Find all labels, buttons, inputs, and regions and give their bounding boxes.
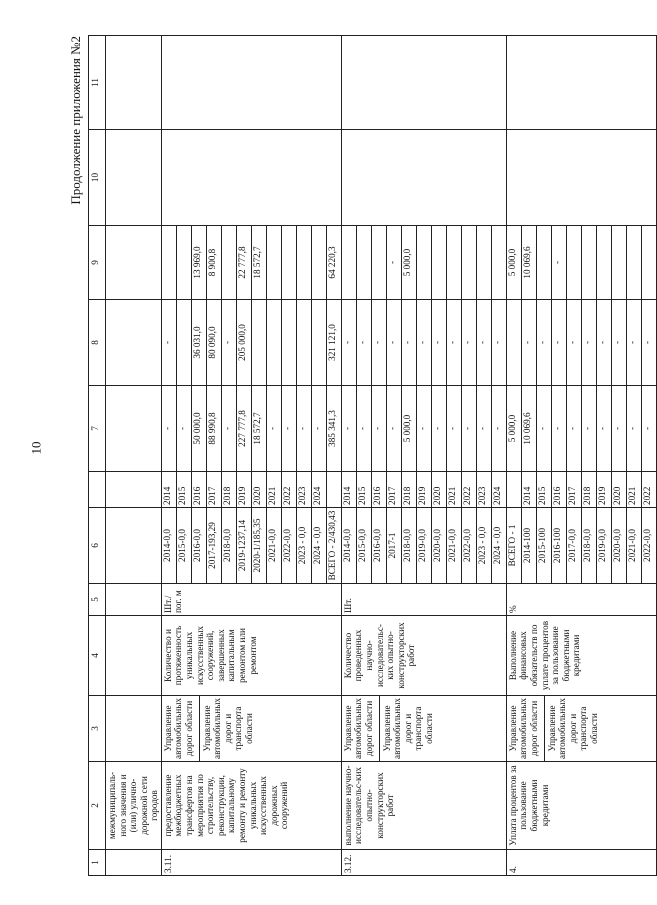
- header-cell: 5: [89, 584, 106, 616]
- col-11: [161, 36, 341, 130]
- col-9-value: [342, 226, 357, 299]
- table-row: [341, 36, 506, 876]
- header-cell: 8: [89, 300, 106, 386]
- indicator-values-value: 2020-0,0: [611, 508, 626, 583]
- year-value: 2020: [251, 472, 266, 507]
- col-8-value: -: [386, 300, 401, 385]
- row-name: предоставление межбюджетных трансфертов на мероприятия по строительству, реконструкции, капитальному ремонту и ремонту уникальных искусственных дорожных сооружений: [161, 762, 341, 850]
- col-8-value: -: [566, 300, 581, 385]
- header-cell: 10: [89, 130, 106, 226]
- year-value: 2023: [476, 472, 491, 507]
- col-9-value: [491, 226, 506, 299]
- col-7-value: -: [416, 386, 431, 471]
- col-8-value: -: [581, 300, 596, 385]
- indicator-values: [506, 508, 656, 584]
- executor-cell: [161, 696, 341, 762]
- executor-secondary: Управление автомобильных дорог и транспорта области: [381, 698, 434, 759]
- col-7-value: -: [611, 386, 626, 471]
- col-9-value: 22 777,8: [236, 226, 251, 299]
- indicator-values-value: 2015-0,0: [356, 508, 371, 583]
- col-7: [341, 386, 506, 472]
- executor-secondary: Управление автомобильных дорог и транспорта области: [546, 698, 599, 759]
- col-7-value: 50 000,0: [191, 386, 206, 471]
- col-8-value: [251, 300, 266, 385]
- header-cell: 7: [89, 386, 106, 472]
- indicator-values-value: 2022-0,0: [641, 529, 652, 562]
- col-7-value: -: [551, 386, 566, 471]
- year-value: 2018: [581, 472, 596, 507]
- col-7-value: 5 000,0: [507, 386, 522, 471]
- col-9-value: [311, 226, 326, 299]
- col-8-value: [311, 300, 326, 385]
- indicator-values-value: 2019-0,0: [416, 508, 431, 583]
- col-9-value: [176, 226, 191, 299]
- unit: Шт./ пог. м: [161, 584, 341, 616]
- indicator-values-value: 2023 - 0,0: [476, 508, 491, 583]
- col-9: [341, 226, 506, 300]
- executor-cell: [341, 696, 506, 762]
- col-8-value: -: [641, 340, 652, 345]
- col-9-value: [581, 226, 596, 299]
- col-8-value: -: [626, 300, 641, 385]
- year-value: 2018: [221, 472, 236, 507]
- col-8-value: -: [342, 300, 357, 385]
- indicator-values-value: ВСЕГО - 2/430,43: [326, 510, 337, 581]
- year-value: 2020: [431, 472, 446, 507]
- col-10: [341, 130, 506, 226]
- col-11: [506, 36, 656, 130]
- year: [341, 472, 506, 508]
- indicator-values-value: 2020-0,0: [431, 508, 446, 583]
- col-8-value: -: [551, 300, 566, 385]
- indicator-values-value: 2017-193,29: [206, 508, 221, 583]
- indicator-values: [161, 508, 341, 584]
- header-cell: 9: [89, 226, 106, 300]
- indicator-values-value: 2018-0,0: [401, 508, 416, 583]
- col-7-value: -: [266, 386, 281, 471]
- indicator-values-value: 2016-0,0: [191, 508, 206, 583]
- indicator: Количество проведенных научно-исследовательс-ких опытно-конструкторских работ: [341, 616, 506, 696]
- indicator-values-value: 2019-1237,14: [236, 508, 251, 583]
- unit: Шт.: [341, 584, 506, 616]
- col-8-value: -: [491, 340, 502, 345]
- header-row: [89, 36, 106, 876]
- col-7-value: -: [566, 386, 581, 471]
- col-8-value: 205 000,0: [236, 300, 251, 385]
- page-number: 10: [28, 441, 44, 455]
- col-7-value: 10 069,6: [521, 386, 536, 471]
- col-9-value: 5 000,0: [507, 226, 522, 299]
- col-7: [506, 386, 656, 472]
- col-9-value: [446, 226, 461, 299]
- col-9-value: [626, 226, 641, 299]
- col-9-value: [461, 226, 476, 299]
- indicator-values: [341, 508, 506, 584]
- table-row: [106, 36, 162, 876]
- col-8-value: [176, 300, 191, 385]
- col-9-value: [281, 226, 296, 299]
- col-8: [161, 300, 341, 386]
- col-9-value: [266, 226, 281, 299]
- col-7-value: -: [296, 386, 311, 471]
- indicator-values-value: 2014-0,0: [162, 508, 177, 583]
- col-9-value: 13 969,0: [191, 226, 206, 299]
- col-7-value: -: [581, 386, 596, 471]
- col-7-value: -: [342, 386, 357, 471]
- col-8-value: -: [401, 300, 416, 385]
- col-9-value: [611, 226, 626, 299]
- col-9-value: 10 069,6: [521, 226, 536, 299]
- col-7-value: -: [386, 386, 401, 471]
- header-cell: 4: [89, 616, 106, 696]
- year-value: 2019: [416, 472, 431, 507]
- col-7-value: -: [596, 386, 611, 471]
- col-8-value: [281, 300, 296, 385]
- year-value: 2014: [342, 472, 357, 507]
- col-9-value: [431, 226, 446, 299]
- executor-cell: [506, 696, 656, 762]
- col-9-value: [596, 226, 611, 299]
- indicator-values-value: 2015-0,0: [176, 508, 191, 583]
- indicator-values-value: 2019-0,0: [596, 508, 611, 583]
- indicator-values-value: 2014-0,0: [342, 508, 357, 583]
- year-value: 2018: [401, 472, 416, 507]
- col-8-value: -: [431, 300, 446, 385]
- col-7-value: -: [162, 386, 177, 471]
- col-9-value: 64 220,3: [326, 246, 337, 279]
- indicator-values-value: ВСЕГО - 1: [507, 508, 522, 583]
- indicator-values-value: 2020-1/185,35: [251, 508, 266, 583]
- indicator-values-value: 2016-100: [551, 508, 566, 583]
- year-value: 2015: [536, 472, 551, 507]
- indicator-values-value: 2014-100: [521, 508, 536, 583]
- header-cell: 3: [89, 696, 106, 762]
- col-9-value: [296, 226, 311, 299]
- table-row: [161, 36, 341, 876]
- col-8-value: -: [221, 300, 236, 385]
- row-number: 3.12.: [341, 850, 506, 876]
- col-7-value: -: [371, 386, 386, 471]
- year-value: 2023: [296, 472, 311, 507]
- col-8-value: -: [476, 300, 491, 385]
- year-value: 2021: [266, 472, 281, 507]
- col-11: [341, 36, 506, 130]
- col-8-value: 80 090,0: [206, 300, 221, 385]
- col-7-value: -: [356, 386, 371, 471]
- col-8-value: 36 031,0: [191, 300, 206, 385]
- col-9-value: 8 900,8: [206, 226, 221, 299]
- header-cell: 6: [89, 508, 106, 584]
- col-8-value: -: [521, 300, 536, 385]
- col-9-value: [371, 226, 386, 299]
- indicator-values-value: 2023 - 0,0: [296, 508, 311, 583]
- col-9: [506, 226, 656, 300]
- col-9-value: -: [551, 226, 566, 299]
- year-value: 2022: [641, 486, 652, 505]
- year-value: 2017: [566, 472, 581, 507]
- executor-secondary: Управление автомобильных дорог и транспорта области: [201, 698, 254, 759]
- col-8-value: -: [446, 300, 461, 385]
- col-8-value: -: [416, 300, 431, 385]
- row-name: Уплата процентов за пользование бюджетными кредитами: [506, 762, 656, 850]
- col-8-value: -: [596, 300, 611, 385]
- col-7-value: -: [176, 386, 191, 471]
- col-7-value: 18 572,7: [251, 386, 266, 471]
- continuation-title: Продолжение приложения №2: [68, 36, 83, 205]
- year-value: 2017: [206, 472, 221, 507]
- header-cell: 1: [89, 850, 106, 876]
- col-9-value: [416, 226, 431, 299]
- indicator-values-value: 2018-0,0: [581, 508, 596, 583]
- col-7-value: -: [281, 386, 296, 471]
- executor-primary: Управление автомобильных дорог области: [507, 696, 545, 761]
- col-7-value: 88 990,8: [206, 386, 221, 471]
- col-9-value: [162, 226, 177, 299]
- col-8-value: -: [371, 300, 386, 385]
- col-8-value: [266, 300, 281, 385]
- year-value: 2020: [611, 472, 626, 507]
- indicator-values-value: 2021-0,0: [446, 508, 461, 583]
- header-cell: 11: [89, 36, 106, 130]
- col-9-value: [356, 226, 371, 299]
- col-8-value: -: [162, 300, 177, 385]
- year: [506, 472, 656, 508]
- program-table: [88, 35, 657, 876]
- col-7-value: -: [536, 386, 551, 471]
- col-8-value: [296, 300, 311, 385]
- year: [161, 472, 341, 508]
- indicator-values-value: 2017-0,0: [566, 508, 581, 583]
- col-7: [161, 386, 341, 472]
- indicator: Выполнение финансовых обязательств по уплате процентов за пользование бюджетными кредитами: [506, 616, 656, 696]
- year-value: 2019: [236, 472, 251, 507]
- rotated-table-area: [66, 36, 652, 876]
- col-8-value: -: [461, 300, 476, 385]
- year-value: 2014: [162, 472, 177, 507]
- col-7-value: -: [221, 386, 236, 471]
- row-name: выполнение научно-исследовательс-ких опытно-конструкторских работ: [341, 762, 506, 850]
- table-row: [506, 36, 656, 876]
- year-value: 2021: [446, 472, 461, 507]
- col-7-value: 385 341,3: [326, 410, 337, 447]
- row-number: 4.: [506, 850, 656, 876]
- executor-primary: Управление автомобильных дорог области: [342, 696, 380, 761]
- col-7-value: -: [311, 386, 326, 471]
- year-value: 2021: [626, 472, 641, 507]
- year-value: 2024: [311, 472, 326, 507]
- col-7-value: -: [641, 426, 652, 431]
- year-value: 2017: [386, 472, 401, 507]
- header-cell: [89, 472, 106, 508]
- indicator-values-value: 2021-0,0: [266, 508, 281, 583]
- col-9-value: [566, 226, 581, 299]
- year-value: 2022: [281, 472, 296, 507]
- year-value: 2014: [521, 472, 536, 507]
- col-8-value: [507, 300, 522, 385]
- indicator-values-value: 2015-100: [536, 508, 551, 583]
- col-10: [506, 130, 656, 226]
- col-7-value: 227 777,8: [236, 386, 251, 471]
- col-7-value: -: [431, 386, 446, 471]
- col-8-value: -: [611, 300, 626, 385]
- col-8: [341, 300, 506, 386]
- executor-primary: Управление автомобильных дорог области: [162, 696, 200, 761]
- col-8: [506, 300, 656, 386]
- indicator-values-value: 2024 - 0,0: [491, 526, 502, 565]
- col-9-value: [641, 226, 656, 299]
- row-name: межмуниципаль-ного значения и (или) улично-дорожной сети городов: [106, 762, 162, 850]
- indicator-values-value: 2022-0,0: [461, 508, 476, 583]
- col-9: [161, 226, 341, 300]
- year-value: 2016: [551, 472, 566, 507]
- col-10: [161, 130, 341, 226]
- col-9-value: [536, 226, 551, 299]
- year-value: [326, 472, 341, 507]
- year-value: 2016: [371, 472, 386, 507]
- year-value: 2019: [596, 472, 611, 507]
- indicator-values-value: 2018-0,0: [221, 508, 236, 583]
- year-value: 2022: [461, 472, 476, 507]
- col-7-value: 5 000,0: [401, 386, 416, 471]
- col-8-value: 321 121,0: [326, 324, 337, 361]
- indicator-values-value: 2017-1: [386, 508, 401, 583]
- col-9-value: 18 572,7: [251, 226, 266, 299]
- year-value: 2015: [176, 472, 191, 507]
- col-9-value: [476, 226, 491, 299]
- year-value: 2015: [356, 472, 371, 507]
- col-8-value: -: [356, 300, 371, 385]
- col-7-value: -: [476, 386, 491, 471]
- col-7-value: -: [461, 386, 476, 471]
- col-8-value: -: [536, 300, 551, 385]
- indicator: Количество и протяженность уникальных искусственных сооружений, завершенных капитальным ремонтом или ремонтом: [161, 616, 341, 696]
- col-7-value: -: [626, 386, 641, 471]
- indicator-values-value: 2016-0,0: [371, 508, 386, 583]
- indicator-values-value: 2022-0,0: [281, 508, 296, 583]
- indicator-values-value: 2024 - 0,0: [311, 508, 326, 583]
- col-9-value: -: [386, 226, 401, 299]
- row-number: 3.11.: [161, 850, 341, 876]
- year-value: 2016: [191, 472, 206, 507]
- year-value: [507, 472, 522, 507]
- col-9-value: [221, 226, 236, 299]
- year-value: 2024: [491, 486, 502, 505]
- col-7-value: -: [491, 426, 502, 431]
- col-7-value: -: [446, 386, 461, 471]
- header-cell: 2: [89, 762, 106, 850]
- indicator-values-value: 2021-0,0: [626, 508, 641, 583]
- unit: %: [506, 584, 656, 616]
- col-9-value: 5 000,0: [401, 226, 416, 299]
